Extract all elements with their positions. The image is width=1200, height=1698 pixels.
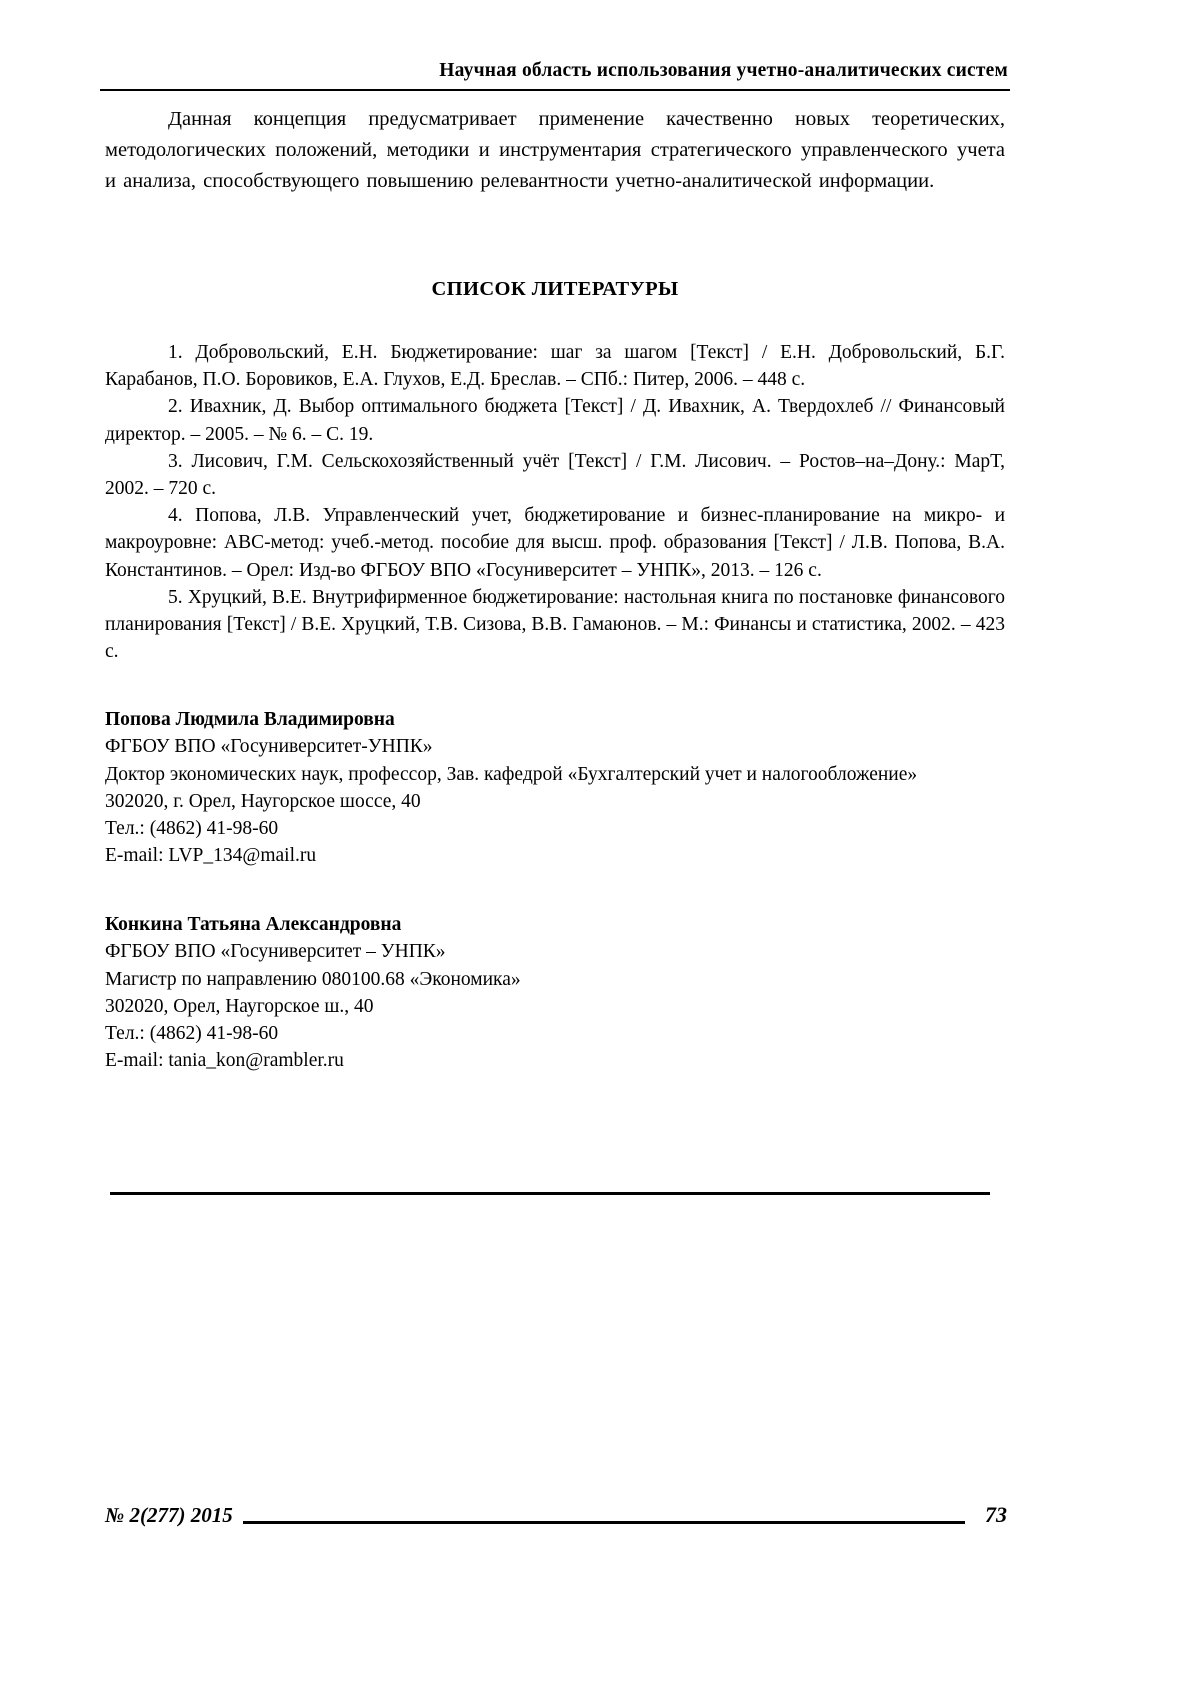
author-email: E-mail: LVP_134@mail.ru (105, 845, 317, 867)
reference-item-3: 3. Лисович, Г.М. Сельскохозяйственный учёт [Текст] / Г.М. Лисович. – Ростов–на–Дону.: МарТ, 2002. – 720 с. (105, 450, 1005, 500)
author-block-1 (105, 706, 1005, 870)
issue-label: № 2(277) 2015 (105, 1503, 233, 1527)
end-of-article-rule (110, 1192, 990, 1195)
author-name: Конкина Татьяна Александровна (105, 914, 402, 935)
reference-item-4: 4. Попова, Л.В. Управленческий учет, бюджетирование и бизнес-планирование на микро- и макроуровне: АВС-метод: учеб.-метод. пособие для высш. проф. образования [Текст] / Л.В. Попова, В.А. Константинов. – Орел: Изд-во ФГБОУ ВПО «Госуниверситет – УНПК», 2013. – 126 с. (105, 505, 1005, 581)
author-title: Доктор экономических наук, профессор, Зав. кафедрой «Бухгалтерский учет и налогообложение» (105, 763, 918, 785)
author-block-2 (105, 911, 1005, 1075)
author-affiliation: ФГБОУ ВПО «Госуниверситет-УНПК» (105, 736, 433, 758)
author-address: 302020, Орел, Наугорское ш., 40 (105, 995, 374, 1017)
running-header: Научная область использования учетно-аналитических систем (100, 60, 1010, 91)
footer-rule (243, 1521, 965, 1524)
intro-paragraph: Данная концепция предусматривает применение качественно новых теоретических, методологических положений, методики и инструментария стратегического управленческого учета и анализа, способствующего повышению релевантности учетно-аналитической информации. (105, 108, 1005, 192)
author-phone: Тел.: (4862) 41-98-60 (105, 818, 279, 840)
author-title: Магистр по направлению 080100.68 «Экономика» (105, 968, 521, 990)
page-number: 73 (985, 1502, 1007, 1527)
references-title: СПИСОК ЛИТЕРАТУРЫ (431, 278, 679, 300)
reference-item-2: 2. Ивахник, Д. Выбор оптимального бюджета [Текст] / Д. Ивахник, А. Твердохлеб // Финансовый директор. – 2005. – № 6. – С. 19. (105, 396, 1005, 445)
reference-item-1: 1. Добровольский, Е.Н. Бюджетирование: шаг за шагом [Текст] / Е.Н. Добровольский, Б.Г. Карабанов, П.О. Боровиков, Е.А. Глухов, Е.Д. Бреслав. – СПб.: Питер, 2006. – 448 с. (105, 342, 1005, 391)
author-address: 302020, г. Орел, Наугорское шоссе, 40 (105, 790, 421, 812)
page-footer (105, 1502, 1007, 1528)
author-email: E-mail: tania_kon@rambler.ru (105, 1050, 344, 1072)
author-name: Попова Людмила Владимировна (105, 709, 395, 730)
author-phone: Тел.: (4862) 41-98-60 (105, 1023, 279, 1045)
author-affiliation: ФГБОУ ВПО «Госуниверситет – УНПК» (105, 941, 446, 963)
reference-item-5: 5. Хруцкий, В.Е. Внутрифирменное бюджетирование: настольная книга по постановке финансового планирования [Текст] / В.Е. Хруцкий, Т.В. Сизова, В.В. Гамаюнов. – М.: Финансы и статистика, 2002. – 423 с. (105, 586, 1005, 663)
references-list (105, 339, 1005, 665)
